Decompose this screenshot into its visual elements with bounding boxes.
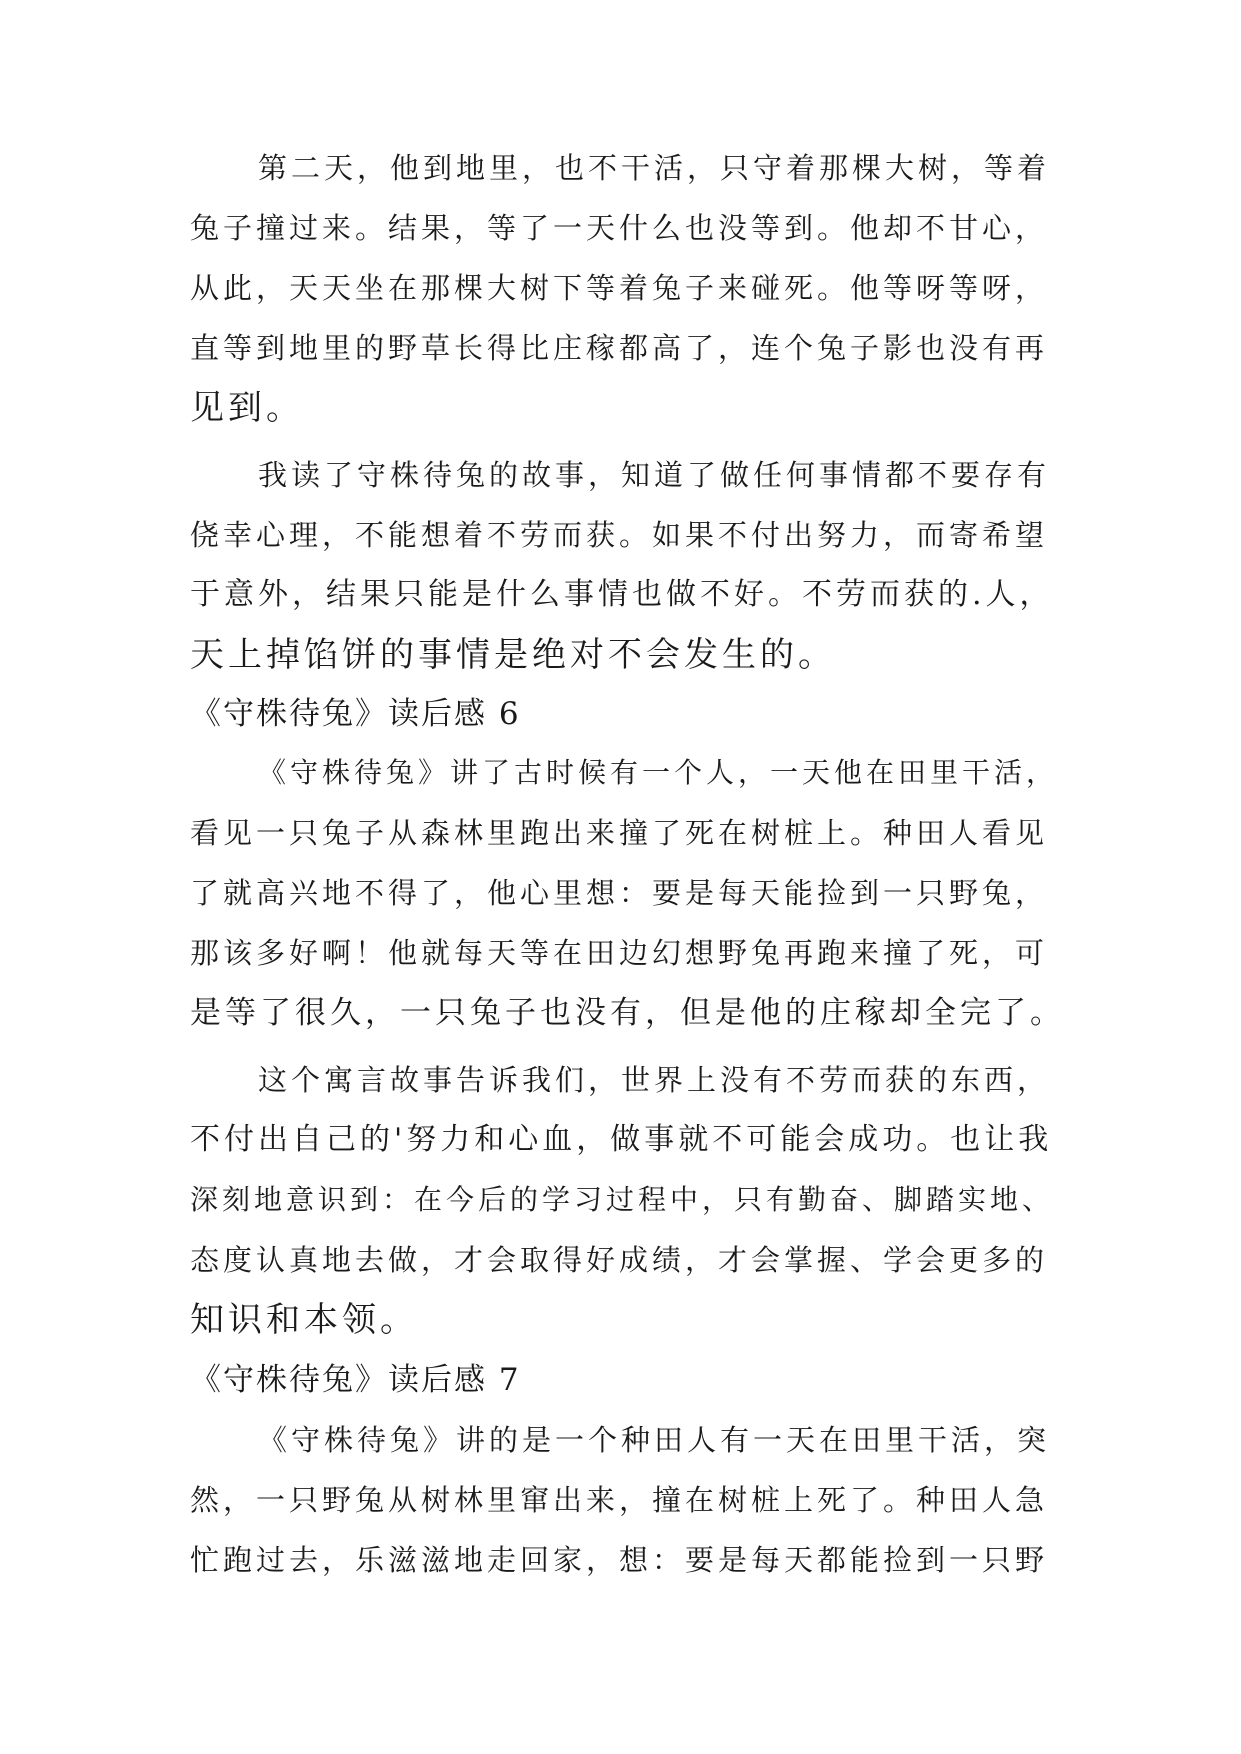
paragraph-line: 《守株待兔》讲了古时候有一个人，一天他在田里干活， xyxy=(258,756,1059,789)
paragraph-line: 第二天，他到地里，也不干活，只守着那棵大树，等着 xyxy=(258,151,1051,185)
paragraph-line: 天上掉馅饼的事情是绝对不会发生的。 xyxy=(190,635,836,675)
paragraph-line: 侥幸心理，不能想着不劳而获。如果不付出努力，而寄希望 xyxy=(190,518,1049,552)
section-heading: 《守株待兔》读后感 6 xyxy=(190,696,521,732)
section-heading: 《守株待兔》读后感 7 xyxy=(190,1362,521,1398)
paragraph-line: 那该多好啊！他就每天等在田边幻想野兔再跑来撞了死，可 xyxy=(190,936,1049,970)
paragraph-line: 兔子撞过来。结果，等了一天什么也没等到。他却不甘心， xyxy=(190,211,1049,245)
paragraph-line: 看见一只兔子从森林里跑出来撞了死在树桩上。种田人看见 xyxy=(190,816,1049,850)
paragraph-line: 深刻地意识到：在今后的学习过程中，只有勤奋、脚踏实地、 xyxy=(190,1183,1055,1216)
paragraph-line: 直等到地里的野草长得比庄稼都高了，连个兔子影也没有再 xyxy=(190,331,1049,365)
paragraph-line: 了就高兴地不得了，他心里想：要是每天能捡到一只野兔， xyxy=(190,876,1049,910)
paragraph-line: 见到。 xyxy=(190,388,304,428)
paragraph-line: 不付出自己的'努力和心血，做事就不可能会成功。也让我 xyxy=(190,1122,1053,1157)
paragraph-line: 然，一只野兔从树林里窜出来，撞在树桩上死了。种田人急 xyxy=(190,1483,1049,1517)
paragraph-line: 知识和本领。 xyxy=(190,1300,418,1340)
paragraph-line: 态度认真地去做，才会取得好成绩，才会掌握、学会更多的 xyxy=(190,1243,1049,1277)
paragraph-line: 《守株待兔》讲的是一个种田人有一天在田里干活，突 xyxy=(258,1423,1051,1457)
paragraph-line: 我读了守株待兔的故事，知道了做任何事情都不要存有 xyxy=(258,458,1051,492)
paragraph-line: 从此，天天坐在那棵大树下等着兔子来碰死。他等呀等呀， xyxy=(190,271,1049,305)
paragraph-line: 这个寓言故事告诉我们，世界上没有不劳而获的东西， xyxy=(258,1063,1051,1097)
paragraph-line: 是等了很久，一只兔子也没有，但是他的庄稼却全完了。 xyxy=(190,995,1065,1031)
paragraph-line: 忙跑过去，乐滋滋地走回家，想：要是每天都能捡到一只野 xyxy=(190,1543,1049,1577)
paragraph-line: 于意外，结果只能是什么事情也做不好。不劳而获的.人， xyxy=(190,577,1054,612)
